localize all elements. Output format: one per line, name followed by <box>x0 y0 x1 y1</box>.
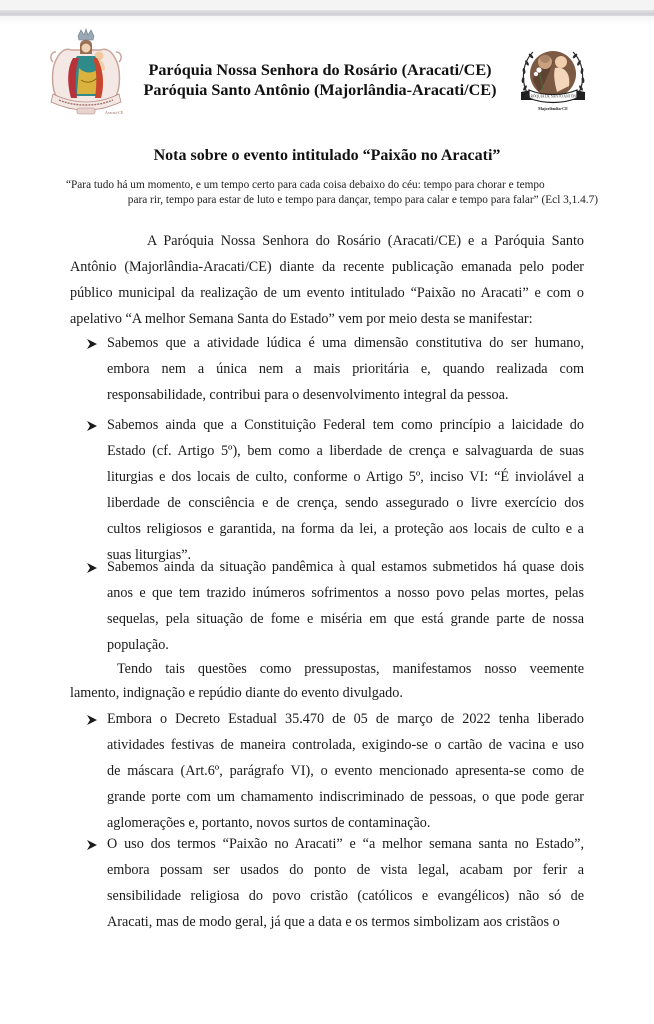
bullet-line: Sabemos ainda da situação pandêmica à qual estamos submetidos há quase dois <box>107 559 584 575</box>
bullet-line: liberdade de consciência e de crença, sendo assegurado o livre exercício dos <box>107 495 584 511</box>
parish-name-santo-antonio: Paróquia Santo Antônio (Majorlândia-Aracati/CE) <box>143 81 497 99</box>
epigraph-quote <box>58 178 598 208</box>
document-title: Nota sobre o evento intitulado “Paixão no Aracati” <box>153 147 501 164</box>
bullet-line: Estado (cf. Artigo 5º), bem como a liberdade de crença e salvaguarda de suas <box>107 443 584 459</box>
parish-name-rosario: Paróquia Nossa Senhora do Rosário (Aracati/CE) <box>148 61 492 79</box>
bullet-line: de máscara (Art.6º, parágrafo VI), o evento mencionado apresenta-se como de <box>107 763 584 779</box>
bullet-line: atividades festivas de maneira controlada, exigindo-se o cartão de vacina e uso <box>107 737 584 753</box>
bullet-line: Sabemos ainda que a Constituição Federal tem como princípio a laicidade do <box>107 417 584 433</box>
viewer-top-band <box>0 0 654 10</box>
bullet-line: suas liturgias”. <box>107 547 192 563</box>
bullet-line: O uso dos termos “Paixão no Aracati” e “a melhor semana santa no Estado”, <box>107 836 584 852</box>
bullet-line: cultos religiosos e garantida, na forma da lei, a proteção aos locais de culto e a <box>107 521 584 537</box>
paragraph-line: lamento, indignação e repúdio diante do evento divulgado. <box>70 685 403 701</box>
bullet-line: Aracati, mas de modo geral, já que a data e os termos simbolizam aos cristãos o <box>107 914 560 930</box>
arrowhead-bullet-icon <box>86 338 98 350</box>
arrowhead-bullet-icon <box>86 714 98 726</box>
bullet-line: embora nem a única nem a mais prioritária e, quando realizada com <box>107 361 584 377</box>
bullet-line: aglomerações e, portanto, novos surtos de contaminação. <box>107 815 431 831</box>
paragraph-line: Tendo tais questões como pressupostas, manifestamos nosso veemente <box>117 661 584 677</box>
our-lady-of-rosary-emblem-icon <box>47 28 125 116</box>
epigraph-line: para rir, tempo para estar de luto e tempo para dançar, tempo para calar e tempo para falar” (Ecl 3,1.4.7) <box>127 194 598 206</box>
paragraph-line: público municipal da realização de um evento intitulado “Paixão no Aracati” e com o <box>70 285 584 301</box>
saint-anthony-emblem-icon <box>515 40 591 116</box>
bullet-line: anos e que tem trazido inúmeros sofrimentos a nosso povo pelas mortes, pelas <box>107 585 584 601</box>
parish-names <box>130 60 510 100</box>
epigraph-line: “Para tudo há um momento, e um tempo certo para cada coisa debaixo do céu: tempo para chorar e tempo <box>66 179 545 191</box>
svg-text:Aracati-CE: Aracati-CE <box>105 110 124 115</box>
svg-text:PARÓQUIA DE SANTO ANTÔNIO: PARÓQUIA DE SANTO ANTÔNIO <box>526 94 580 99</box>
bullet-line: grande porte com um chamamento indiscriminado de pessoas, o que pode gerar <box>107 789 584 805</box>
viewer-top-shadow <box>0 16 654 24</box>
paragraph-line: apelativo “A melhor Semana Santa do Estado” vem por meio desta se manifestar: <box>70 311 533 327</box>
letterhead <box>0 26 654 126</box>
bullet-line: responsabilidade, contribui para o desenvolvimento integral da pessoa. <box>107 387 509 403</box>
arrowhead-bullet-icon <box>86 420 98 432</box>
bullet-line: sequelas, pela situação de fome e miséria em que está grande parte de nossa <box>107 611 584 627</box>
bullet-line: Sabemos que a atividade lúdica é uma dimensão constitutiva do ser humano, <box>107 335 584 351</box>
arrowhead-bullet-icon <box>86 562 98 574</box>
svg-text:Majorlândia-CE: Majorlândia-CE <box>538 106 568 111</box>
paragraph-line: A Paróquia Nossa Senhora do Rosário (Aracati/CE) e a Paróquia Santo <box>147 233 584 249</box>
bullet-line: sensibilidade religiosa do povo cristão (católicos e evangélicos) não só de <box>107 888 584 904</box>
bullet-line: embora possam ser usados do ponto de vista legal, acabam por ferir a <box>107 862 584 878</box>
bullet-line: Embora o Decreto Estadual 35.470 de 05 de março de 2022 tenha liberado <box>107 711 584 727</box>
arrowhead-bullet-icon <box>86 839 98 851</box>
paragraph-line: Antônio (Majorlândia-Aracati/CE) diante da recente publicação emanada pelo poder <box>70 259 584 275</box>
bullet-line: população. <box>107 637 169 653</box>
bullet-line: liturgias e dos locais de culto, conforme o Artigo 5º, inciso VI: “É inviolável a <box>107 469 584 485</box>
